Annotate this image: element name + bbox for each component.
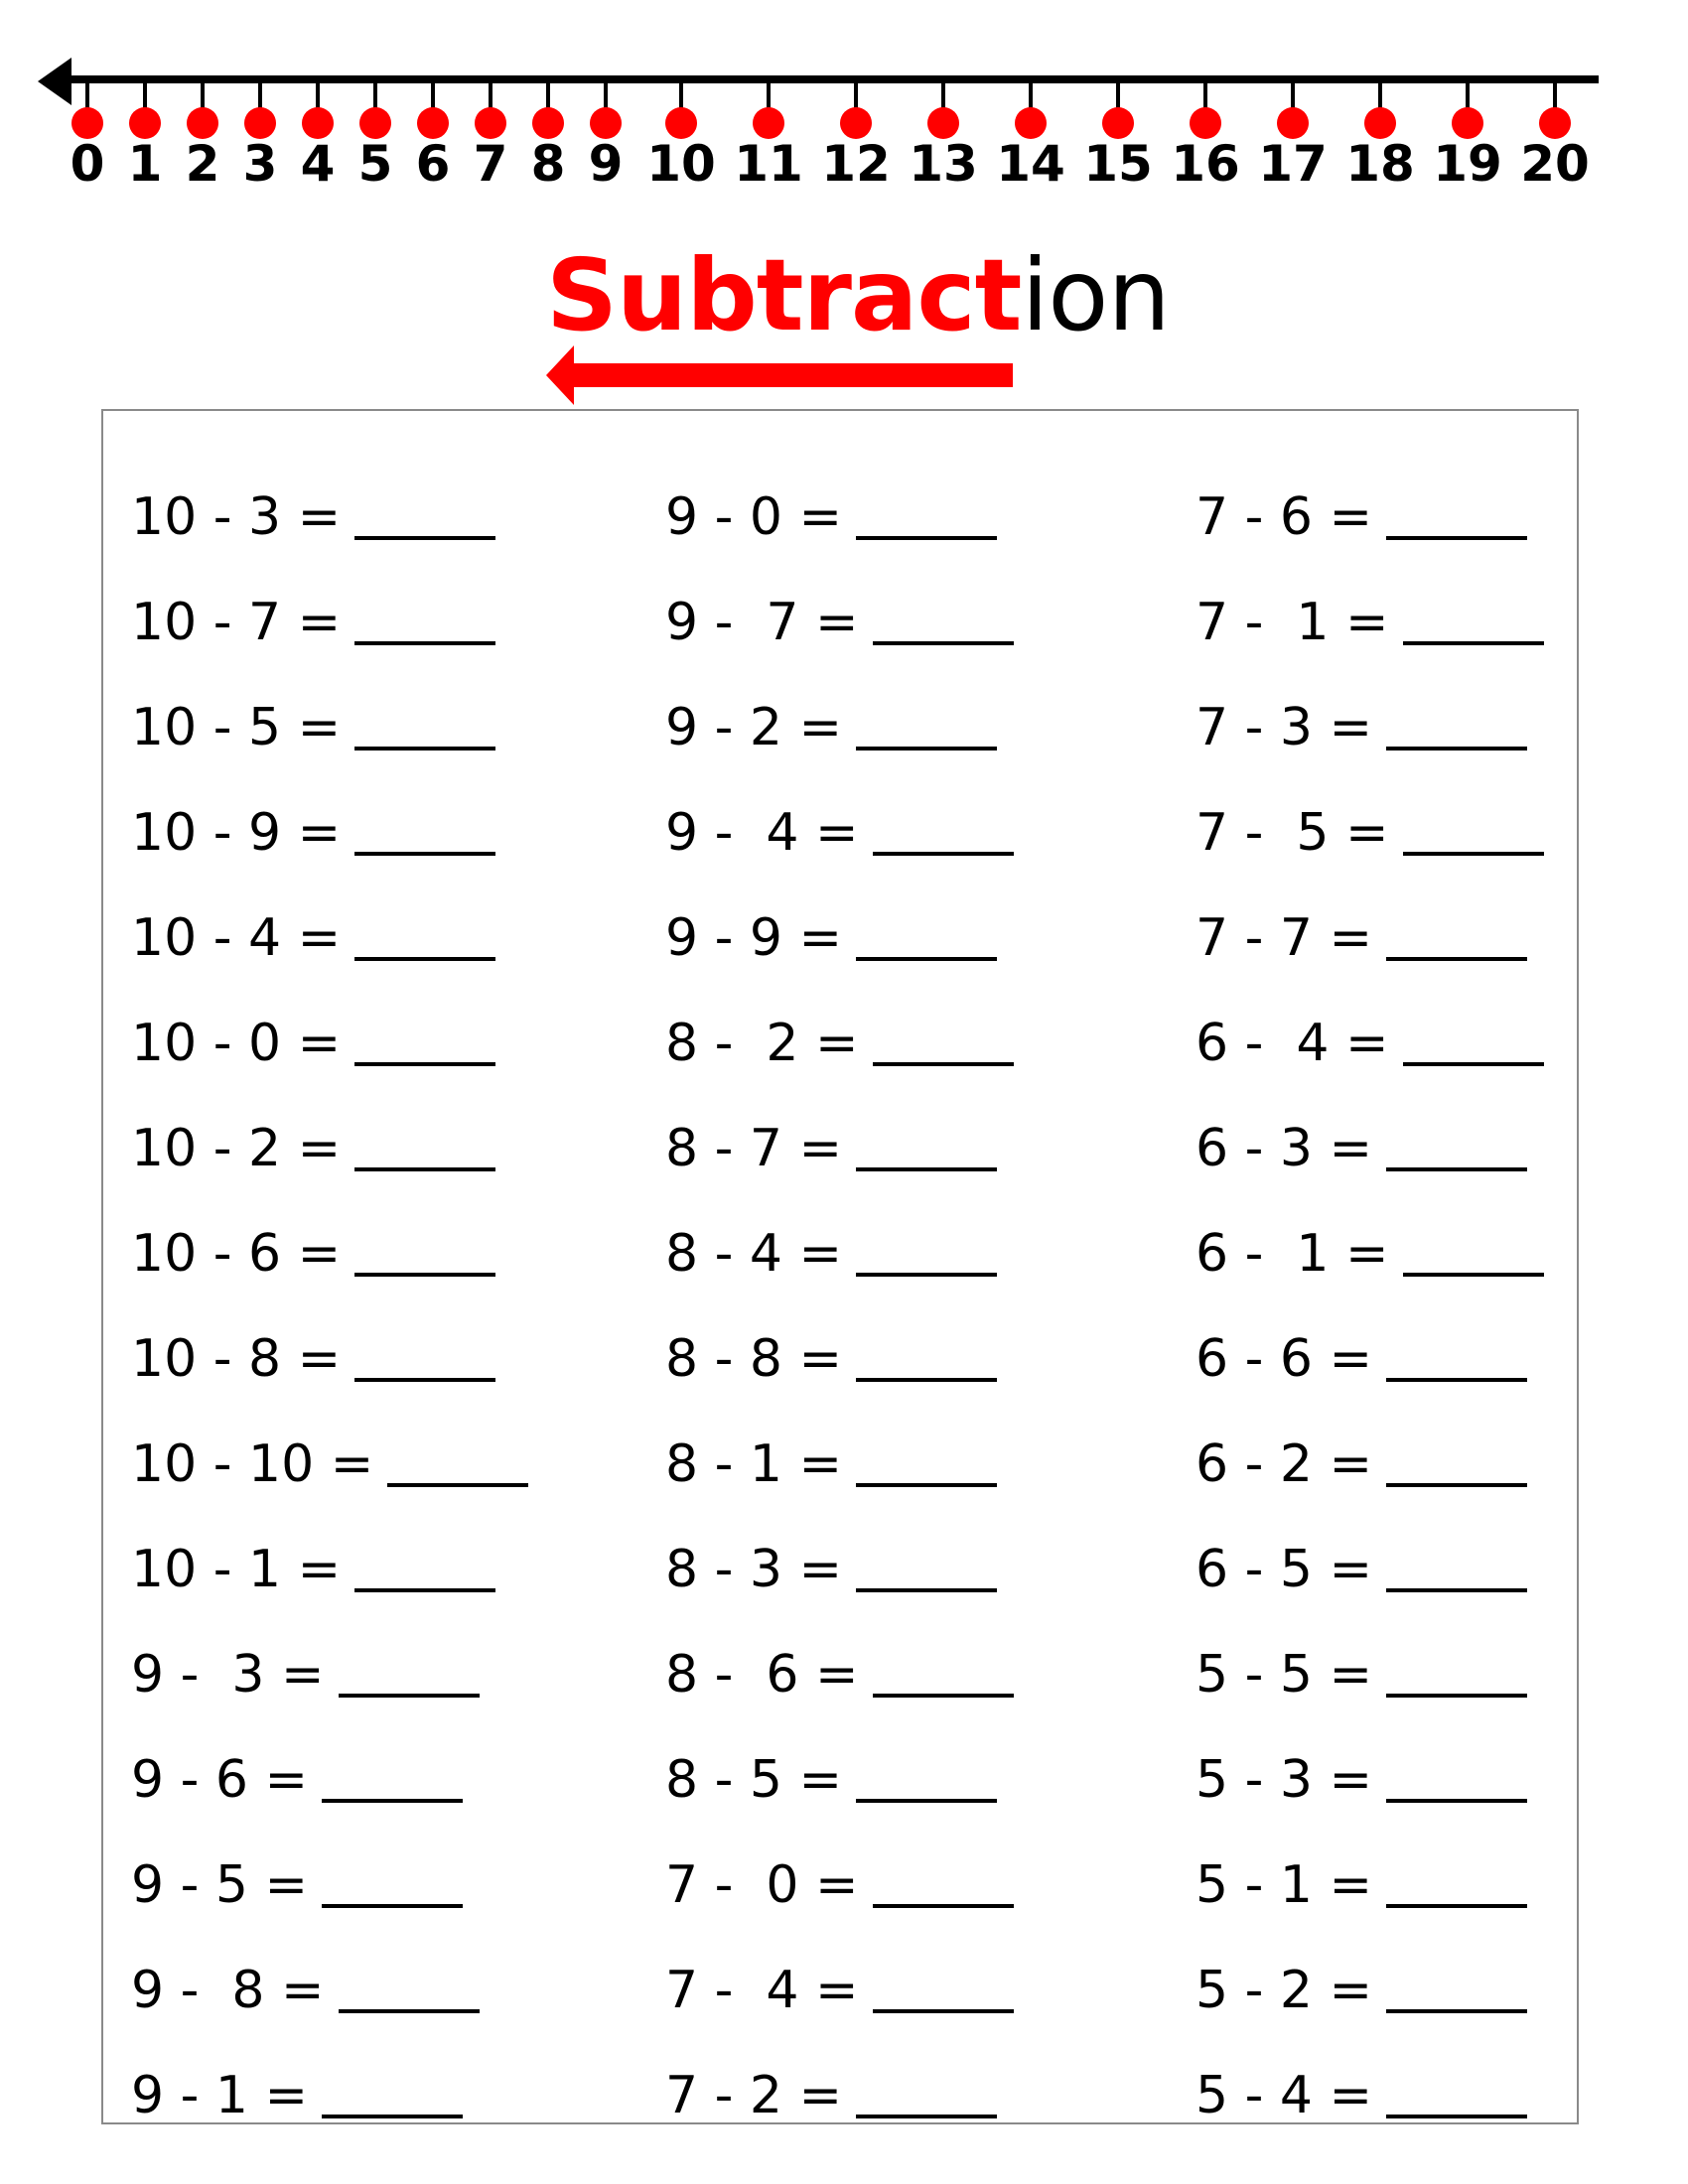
problem-expression: 5 - 3 = (1196, 1750, 1373, 1810)
answer-blank[interactable] (1403, 1062, 1544, 1066)
title-black-part: ion (1021, 237, 1170, 353)
left-arrow-icon (38, 58, 71, 105)
page-title (546, 236, 1170, 355)
problem-row (131, 864, 598, 969)
problem-expression: 10 - 2 = (131, 1119, 342, 1178)
problem-row (1196, 1600, 1662, 1706)
problem-row (665, 2021, 1132, 2126)
problem-row (131, 443, 598, 548)
problem-expression: 5 - 5 = (1196, 1645, 1373, 1705)
problem-row (131, 1285, 598, 1390)
problem-row (665, 1706, 1132, 1811)
problem-expression: 7 - 7 = (1196, 908, 1373, 968)
answer-blank[interactable] (856, 1588, 997, 1592)
problem-row (1196, 864, 1662, 969)
problem-row (131, 2021, 598, 2126)
number-line-label: 19 (1433, 135, 1502, 193)
problem-expression: 10 - 6 = (131, 1224, 342, 1284)
problem-row (665, 1390, 1132, 1495)
problem-row (665, 758, 1132, 864)
answer-blank[interactable] (354, 536, 495, 540)
problem-row (1196, 1179, 1662, 1285)
answer-blank[interactable] (856, 1483, 997, 1487)
problem-expression: 9 - 2 = (665, 698, 843, 757)
problem-column-3 (1196, 443, 1662, 2126)
problem-row (131, 1179, 598, 1285)
problem-expression: 7 - 5 = (1196, 803, 1389, 863)
problem-row (1196, 2021, 1662, 2126)
problem-expression: 6 - 6 = (1196, 1329, 1373, 1389)
problem-expression: 10 - 3 = (131, 487, 342, 547)
number-line-label: 7 (473, 135, 508, 193)
problem-expression: 7 - 3 = (1196, 698, 1373, 757)
problem-expression: 10 - 5 = (131, 698, 342, 757)
problem-expression: 7 - 2 = (665, 2066, 843, 2125)
problem-row (1196, 548, 1662, 653)
answer-blank[interactable] (1386, 1904, 1527, 1908)
problem-row (131, 1916, 598, 2021)
answer-blank[interactable] (1403, 852, 1544, 856)
answer-blank[interactable] (339, 1694, 480, 1698)
problem-row (131, 969, 598, 1074)
number-line (0, 0, 1688, 199)
title-block (546, 236, 1182, 405)
number-line-label: 17 (1258, 135, 1328, 193)
problem-expression: 9 - 7 = (665, 593, 859, 652)
answer-blank[interactable] (873, 1904, 1014, 1908)
answer-blank[interactable] (354, 641, 495, 645)
problem-row (665, 1600, 1132, 1706)
problem-row (131, 1811, 598, 1916)
problem-expression: 8 - 6 = (665, 1645, 859, 1705)
number-line-label: 16 (1171, 135, 1240, 193)
problem-expression: 10 - 7 = (131, 593, 342, 652)
answer-blank[interactable] (322, 2115, 463, 2118)
answer-blank[interactable] (873, 1062, 1014, 1066)
problem-expression: 8 - 7 = (665, 1119, 843, 1178)
problem-expression: 8 - 1 = (665, 1434, 843, 1494)
problem-row (665, 1285, 1132, 1390)
number-line-label: 2 (185, 135, 220, 193)
answer-blank[interactable] (322, 1904, 463, 1908)
problem-expression: 10 - 1 = (131, 1540, 342, 1599)
answer-blank[interactable] (856, 1167, 997, 1171)
problem-expression: 7 - 1 = (1196, 593, 1389, 652)
problem-row (665, 548, 1132, 653)
answer-blank[interactable] (354, 1167, 495, 1171)
left-arrow-icon (546, 345, 1043, 405)
problem-expression: 8 - 5 = (665, 1750, 843, 1810)
number-line-label: 18 (1345, 135, 1415, 193)
number-line-label: 11 (734, 135, 803, 193)
answer-blank[interactable] (1403, 1273, 1544, 1277)
problem-row (131, 1390, 598, 1495)
problem-expression: 6 - 2 = (1196, 1434, 1373, 1494)
answer-blank[interactable] (1386, 1694, 1527, 1698)
number-line-label: 10 (646, 135, 716, 193)
answer-blank[interactable] (339, 2009, 480, 2013)
problem-row (1196, 1390, 1662, 1495)
problem-row (665, 443, 1132, 548)
problem-row (665, 969, 1132, 1074)
problem-row (1196, 1916, 1662, 2021)
problem-row (665, 653, 1132, 758)
answer-blank[interactable] (856, 2115, 997, 2118)
problem-row (131, 1706, 598, 1811)
answer-blank[interactable] (1386, 747, 1527, 751)
problem-column-2 (665, 443, 1132, 2126)
problem-expression: 6 - 3 = (1196, 1119, 1373, 1178)
problem-expression: 9 - 9 = (665, 908, 843, 968)
answer-blank[interactable] (856, 1273, 997, 1277)
number-line-label: 8 (530, 135, 566, 193)
problem-row (131, 758, 598, 864)
problem-row (665, 1179, 1132, 1285)
problem-row (1196, 1495, 1662, 1600)
problem-expression: 10 - 4 = (131, 908, 342, 968)
problem-row (665, 864, 1132, 969)
number-line-label: 0 (70, 135, 105, 193)
problem-expression: 6 - 1 = (1196, 1224, 1389, 1284)
problem-expression: 9 - 8 = (131, 1961, 325, 2020)
answer-blank[interactable] (1386, 957, 1527, 961)
problem-expression: 10 - 10 = (131, 1434, 374, 1494)
answer-blank[interactable] (856, 1799, 997, 1803)
problem-expression: 9 - 1 = (131, 2066, 309, 2125)
number-line-label: 20 (1520, 135, 1590, 193)
problem-row (131, 653, 598, 758)
number-line-label: 3 (242, 135, 278, 193)
number-line-label: 5 (357, 135, 393, 193)
answer-blank[interactable] (1386, 2115, 1527, 2118)
problem-expression: 5 - 2 = (1196, 1961, 1373, 2020)
answer-blank[interactable] (1386, 2009, 1527, 2013)
answer-blank[interactable] (856, 1378, 997, 1382)
problem-row (131, 1600, 598, 1706)
answer-blank[interactable] (354, 1062, 495, 1066)
problem-row (1196, 1074, 1662, 1179)
problem-expression: 10 - 0 = (131, 1014, 342, 1073)
problem-row (131, 548, 598, 653)
problem-row (1196, 1285, 1662, 1390)
number-line-label: 6 (415, 135, 451, 193)
problem-row (665, 1916, 1132, 2021)
number-line-label: 12 (821, 135, 891, 193)
problem-row (131, 1074, 598, 1179)
answer-blank[interactable] (856, 957, 997, 961)
problem-expression: 6 - 5 = (1196, 1540, 1373, 1599)
problem-row (665, 1074, 1132, 1179)
problem-expression: 5 - 4 = (1196, 2066, 1373, 2125)
problem-expression: 8 - 8 = (665, 1329, 843, 1389)
problem-row (665, 1495, 1132, 1600)
problem-row (131, 1495, 598, 1600)
problem-expression: 8 - 2 = (665, 1014, 859, 1073)
problem-expression: 9 - 6 = (131, 1750, 309, 1810)
problem-expression: 9 - 3 = (131, 1645, 325, 1705)
answer-blank[interactable] (1386, 1588, 1527, 1592)
answer-blank[interactable] (1386, 1378, 1527, 1382)
number-line-label: 13 (909, 135, 978, 193)
problem-expression: 5 - 1 = (1196, 1855, 1373, 1915)
problem-row (1196, 1706, 1662, 1811)
answer-blank[interactable] (354, 957, 495, 961)
problem-expression: 7 - 4 = (665, 1961, 859, 2020)
number-line-label: 14 (996, 135, 1065, 193)
answer-blank[interactable] (387, 1483, 528, 1487)
number-line-label: 4 (300, 135, 336, 193)
problem-expression: 8 - 3 = (665, 1540, 843, 1599)
problem-row (1196, 969, 1662, 1074)
problem-expression: 7 - 0 = (665, 1855, 859, 1915)
problem-row (665, 1811, 1132, 1916)
answer-blank[interactable] (1386, 1167, 1527, 1171)
answer-blank[interactable] (1403, 641, 1544, 645)
answer-blank[interactable] (354, 1273, 495, 1277)
problem-expression: 10 - 8 = (131, 1329, 342, 1389)
number-line-label: 1 (127, 135, 163, 193)
answer-blank[interactable] (354, 747, 495, 751)
worksheet-box (101, 409, 1579, 2124)
problem-expression: 8 - 4 = (665, 1224, 843, 1284)
answer-blank[interactable] (354, 1588, 495, 1592)
problem-expression: 9 - 5 = (131, 1855, 309, 1915)
number-line-label: 9 (588, 135, 624, 193)
answer-blank[interactable] (1386, 1799, 1527, 1803)
answer-blank[interactable] (354, 852, 495, 856)
problem-row (1196, 758, 1662, 864)
answer-blank[interactable] (873, 2009, 1014, 2013)
answer-blank[interactable] (322, 1799, 463, 1803)
answer-blank[interactable] (873, 641, 1014, 645)
problem-row (1196, 443, 1662, 548)
answer-blank[interactable] (856, 747, 997, 751)
problem-row (1196, 1811, 1662, 1916)
answer-blank[interactable] (873, 1694, 1014, 1698)
problem-expression: 9 - 0 = (665, 487, 843, 547)
problem-expression: 10 - 9 = (131, 803, 342, 863)
title-red-part: Subtract (546, 237, 1022, 353)
answer-blank[interactable] (1386, 1483, 1527, 1487)
problem-expression: 9 - 4 = (665, 803, 859, 863)
answer-blank[interactable] (1386, 536, 1527, 540)
answer-blank[interactable] (856, 536, 997, 540)
problem-column-1 (131, 443, 598, 2126)
answer-blank[interactable] (873, 852, 1014, 856)
number-line-label: 15 (1083, 135, 1153, 193)
problem-row (1196, 653, 1662, 758)
problem-expression: 6 - 4 = (1196, 1014, 1389, 1073)
problem-expression: 7 - 6 = (1196, 487, 1373, 547)
answer-blank[interactable] (354, 1378, 495, 1382)
